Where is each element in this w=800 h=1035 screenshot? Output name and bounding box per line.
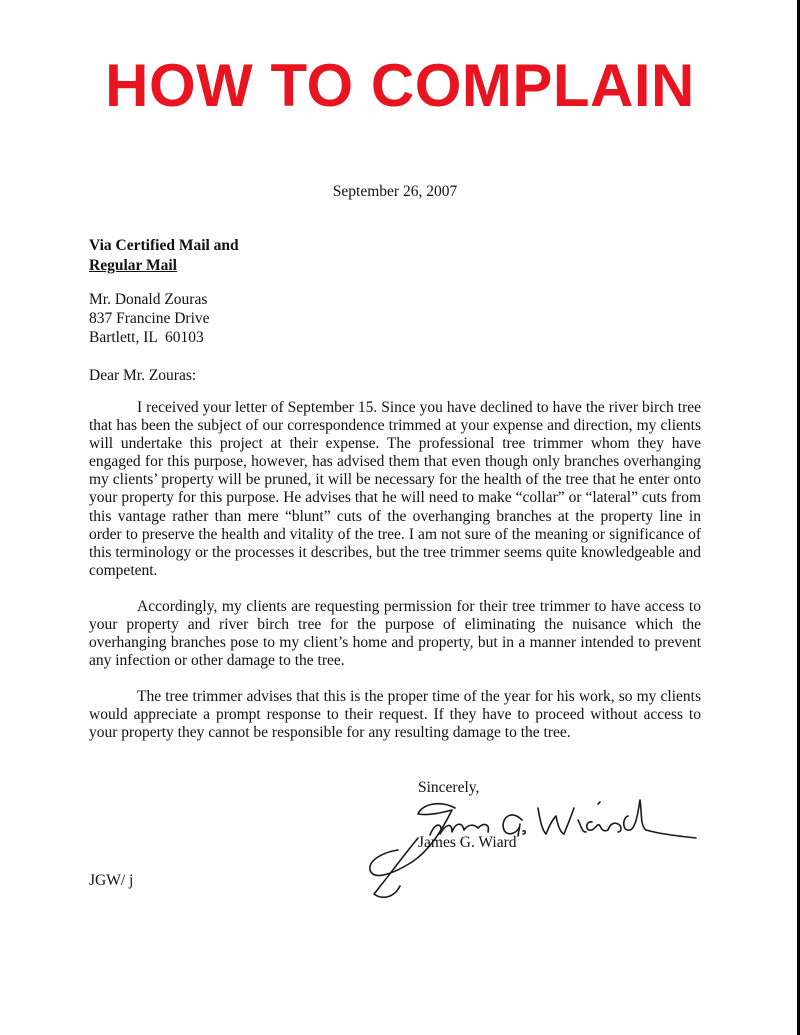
recipient-address <box>89 290 210 347</box>
letter-date: September 26, 2007 <box>332 183 458 200</box>
handwritten-signature <box>360 790 700 905</box>
delivery-method <box>89 236 239 276</box>
recipient-name: Mr. Donald Zouras <box>89 291 208 308</box>
delivery-method-line1: Via Certified Mail and <box>89 237 239 254</box>
body-paragraph-2: Accordingly, my clients are requesting permission for their tree trimmer to have access to your property and river birch tree for the purpose of eliminating the nuisance which the overhanging branches pose to my client’s home and property, but in a manner intended to prevent any infection or other damage to the tree. <box>89 598 701 670</box>
recipient-city: Bartlett, IL 60103 <box>89 329 204 346</box>
typist-initials: JGW/ j <box>89 872 134 889</box>
recipient-street: 837 Francine Drive <box>89 310 210 327</box>
signer-name: James G. Wiard <box>418 834 517 851</box>
delivery-method-line2: Regular Mail <box>89 257 177 274</box>
salutation: Dear Mr. Zouras: <box>89 367 197 384</box>
page-headline: HOW TO COMPLAIN <box>105 52 695 119</box>
body-paragraph-1: I received your letter of September 15. Since you have declined to have the river birch tree that has been the subject of our correspondence trimmed at your expense and direction, my clients will undertake this project at their expense. The professional tree trimmer whom they have engaged for this purpose, however, has advised them that even though only branches overhanging my clients’ property will be pruned, it will be necessary for the health of the tree that he enter onto your property for this purpose. He advises that he will need to make “collar” or “lateral” cuts from this vantage rather than mere “blunt” cuts of the overhanging branches at the property line in order to preserve the health and vitality of the tree. I am not sure of the meaning or significance of this terminology or the processes it describes, but the tree trimmer seems quite knowledgeable and competent. <box>89 399 701 579</box>
body-paragraph-3: The tree trimmer advises that this is the proper time of the year for his work, so my clients would appreciate a prompt response to their request. If they have to proceed without access to your property they cannot be responsible for any resulting damage to the tree. <box>89 688 701 742</box>
closing: Sincerely, <box>418 779 480 796</box>
